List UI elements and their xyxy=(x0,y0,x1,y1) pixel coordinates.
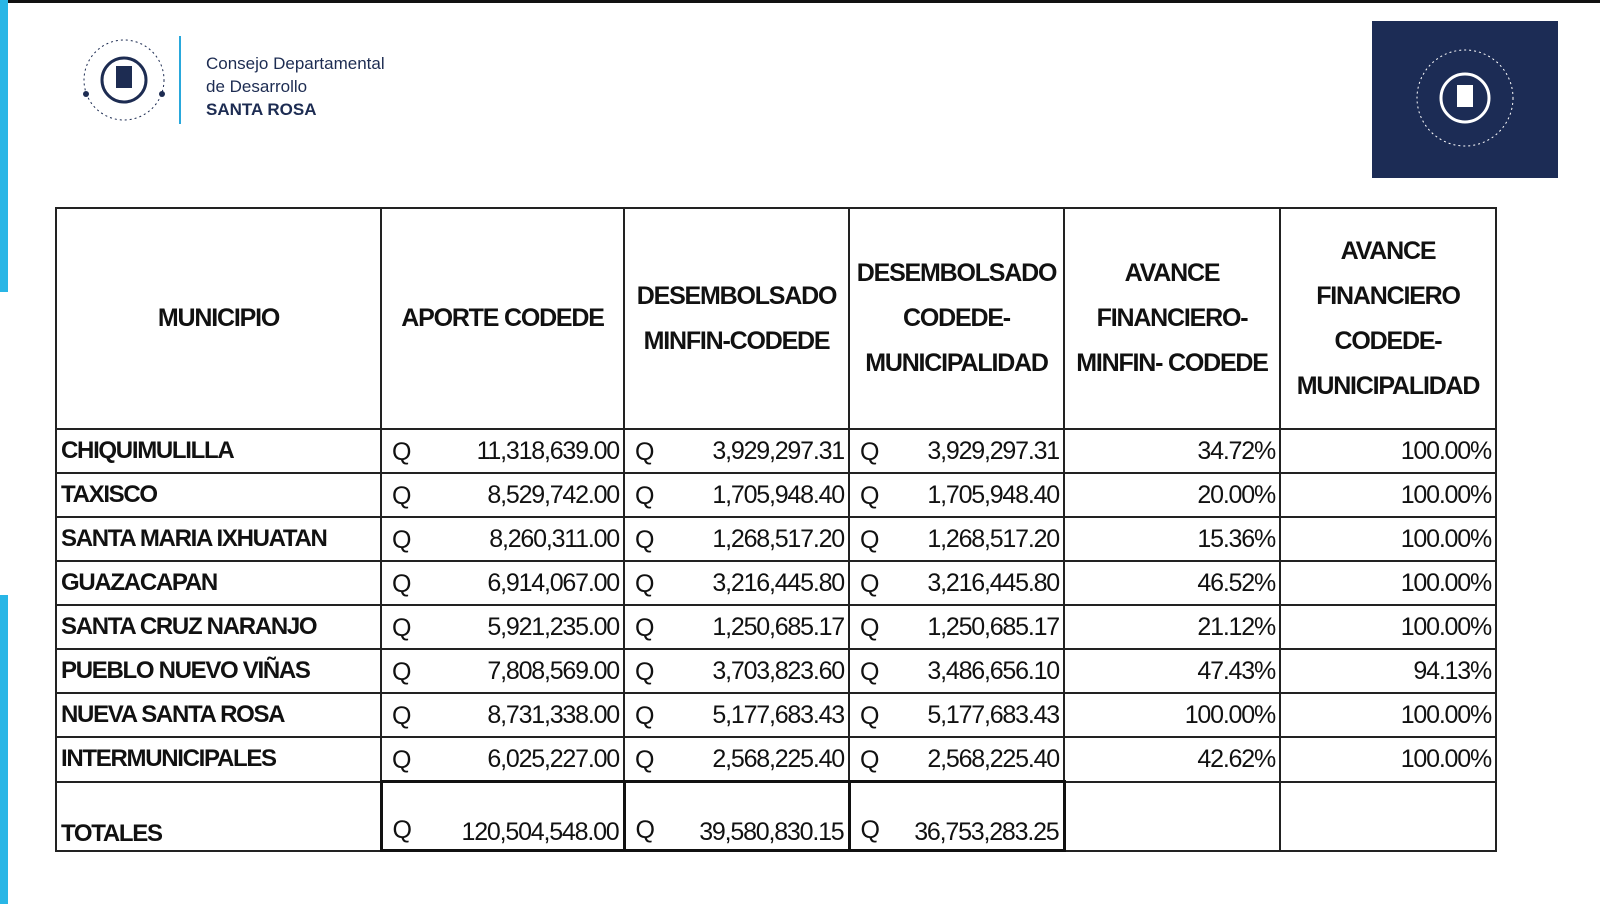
guatemala-seal-icon xyxy=(80,34,168,126)
currency-symbol: Q xyxy=(635,614,654,642)
municipalidad-cell: Q 3,216,445.80 xyxy=(849,561,1064,605)
currency-symbol: Q xyxy=(860,438,879,466)
currency-symbol: Q xyxy=(635,658,654,686)
table-row xyxy=(56,561,1496,605)
col-avance-minfin: AVANCE FINANCIERO-MINFIN- CODEDE xyxy=(1064,208,1280,429)
municipalidad-cell: Q 1,250,685.17 xyxy=(849,605,1064,649)
municipio-cell: SANTA MARIA IXHUATAN xyxy=(56,517,381,561)
org-line-2: de Desarrollo xyxy=(206,77,308,96)
table-row xyxy=(56,737,1496,782)
currency-symbol: Q xyxy=(392,658,411,686)
col-minfin: DESEMBOLSADO MINFIN-CODEDE xyxy=(624,208,849,429)
aporte-cell: Q 11,318,639.00 xyxy=(381,429,624,473)
municipio-cell: PUEBLO NUEVO VIÑAS xyxy=(56,649,381,693)
avance-minfin-cell: 21.12% xyxy=(1064,605,1280,649)
header-row xyxy=(56,208,1496,429)
guatemala-seal-white-icon xyxy=(1412,43,1518,153)
municipio-cell: NUEVA SANTA ROSA xyxy=(56,693,381,737)
municipalidad-cell: Q 2,568,225.40 xyxy=(849,737,1064,782)
col-aporte: APORTE CODEDE xyxy=(381,208,624,429)
currency-symbol: Q xyxy=(392,438,411,466)
logo-divider xyxy=(179,36,181,124)
municipalidad-cell: Q 5,177,683.43 xyxy=(849,693,1064,737)
avance-municipalidad-cell: 100.00% xyxy=(1280,517,1496,561)
avance-municipalidad-cell: 100.00% xyxy=(1280,561,1496,605)
top-border xyxy=(0,0,1600,3)
financial-table xyxy=(55,207,1497,852)
avance-municipalidad-cell: 100.00% xyxy=(1280,693,1496,737)
minfin-cell: Q 1,250,685.17 xyxy=(624,605,849,649)
aporte-cell: Q 8,260,311.00 xyxy=(381,517,624,561)
col-municipio: MUNICIPIO xyxy=(56,208,381,429)
currency-symbol: Q xyxy=(635,438,654,466)
table-row xyxy=(56,605,1496,649)
currency-symbol: Q xyxy=(635,526,654,554)
currency-symbol: Q xyxy=(860,570,879,598)
currency-symbol: Q xyxy=(860,482,879,510)
currency-symbol: Q xyxy=(392,816,411,844)
organization-name xyxy=(206,52,385,121)
org-line-3: SANTA ROSA xyxy=(206,100,317,119)
avance-minfin-cell: 100.00% xyxy=(1064,693,1280,737)
empty-cell xyxy=(1280,782,1496,851)
aporte-cell: Q 6,914,067.00 xyxy=(381,561,624,605)
currency-symbol: Q xyxy=(392,482,411,510)
table-row xyxy=(56,517,1496,561)
municipio-cell: SANTA CRUZ NARANJO xyxy=(56,605,381,649)
avance-municipalidad-cell: 94.13% xyxy=(1280,649,1496,693)
currency-symbol: Q xyxy=(635,570,654,598)
currency-symbol: Q xyxy=(860,816,879,844)
avance-municipalidad-cell: 100.00% xyxy=(1280,473,1496,517)
currency-symbol: Q xyxy=(860,614,879,642)
municipio-cell: GUAZACAPAN xyxy=(56,561,381,605)
currency-symbol: Q xyxy=(860,702,879,730)
col-municipalidad: DESEMBOLSADO CODEDE-MUNICIPALIDAD xyxy=(849,208,1064,429)
avance-municipalidad-cell: 100.00% xyxy=(1280,737,1496,782)
currency-symbol: Q xyxy=(635,482,654,510)
minfin-cell: Q 5,177,683.43 xyxy=(624,693,849,737)
avance-municipalidad-cell: 100.00% xyxy=(1280,605,1496,649)
accent-bar-top xyxy=(0,0,8,292)
table-row xyxy=(56,649,1496,693)
municipalidad-cell: Q 3,486,656.10 xyxy=(849,649,1064,693)
minfin-cell: Q 1,268,517.20 xyxy=(624,517,849,561)
totals-label: TOTALES xyxy=(56,782,381,851)
municipalidad-cell: Q 1,268,517.20 xyxy=(849,517,1064,561)
currency-symbol: Q xyxy=(860,526,879,554)
municipalidad-cell: Q 1,705,948.40 xyxy=(849,473,1064,517)
minfin-cell: Q 3,703,823.60 xyxy=(624,649,849,693)
avance-minfin-cell: 20.00% xyxy=(1064,473,1280,517)
currency-symbol: Q xyxy=(392,570,411,598)
currency-symbol: Q xyxy=(392,746,411,774)
totals-row xyxy=(56,782,1496,851)
table-row xyxy=(56,693,1496,737)
avance-municipalidad-cell: 100.00% xyxy=(1280,429,1496,473)
avance-minfin-cell: 46.52% xyxy=(1064,561,1280,605)
minfin-cell: Q 3,216,445.80 xyxy=(624,561,849,605)
empty-cell xyxy=(1064,782,1280,851)
currency-symbol: Q xyxy=(635,816,654,844)
minfin-cell: Q 2,568,225.40 xyxy=(624,737,849,782)
municipio-cell: TAXISCO xyxy=(56,473,381,517)
municipalidad-cell: Q 3,929,297.31 xyxy=(849,429,1064,473)
government-badge xyxy=(1372,21,1558,178)
avance-minfin-cell: 34.72% xyxy=(1064,429,1280,473)
col-avance-municipalidad: AVANCE FINANCIERO CODEDE-MUNICIPALIDAD xyxy=(1280,208,1496,429)
avance-minfin-cell: 15.36% xyxy=(1064,517,1280,561)
minfin-cell: Q 3,929,297.31 xyxy=(624,429,849,473)
aporte-cell: Q 6,025,227.00 xyxy=(381,737,624,782)
minfin-cell: Q 1,705,948.40 xyxy=(624,473,849,517)
total-municipalidad: Q 36,753,283.25 xyxy=(849,782,1064,851)
municipio-cell: CHIQUIMULILLA xyxy=(56,429,381,473)
table-row xyxy=(56,429,1496,473)
currency-symbol: Q xyxy=(635,702,654,730)
municipio-cell: INTERMUNICIPALES xyxy=(56,737,381,782)
aporte-cell: Q 8,731,338.00 xyxy=(381,693,624,737)
currency-symbol: Q xyxy=(392,526,411,554)
currency-symbol: Q xyxy=(860,658,879,686)
total-aporte: Q 120,504,548.00 xyxy=(381,782,624,851)
total-minfin: Q 39,580,830.15 xyxy=(624,782,849,851)
aporte-cell: Q 5,921,235.00 xyxy=(381,605,624,649)
currency-symbol: Q xyxy=(860,746,879,774)
avance-minfin-cell: 47.43% xyxy=(1064,649,1280,693)
avance-minfin-cell: 42.62% xyxy=(1064,737,1280,782)
table-row xyxy=(56,473,1496,517)
currency-symbol: Q xyxy=(635,746,654,774)
aporte-cell: Q 7,808,569.00 xyxy=(381,649,624,693)
aporte-cell: Q 8,529,742.00 xyxy=(381,473,624,517)
currency-symbol: Q xyxy=(392,702,411,730)
currency-symbol: Q xyxy=(392,614,411,642)
accent-bar-bottom xyxy=(0,595,8,904)
org-line-1: Consejo Departamental xyxy=(206,54,385,73)
